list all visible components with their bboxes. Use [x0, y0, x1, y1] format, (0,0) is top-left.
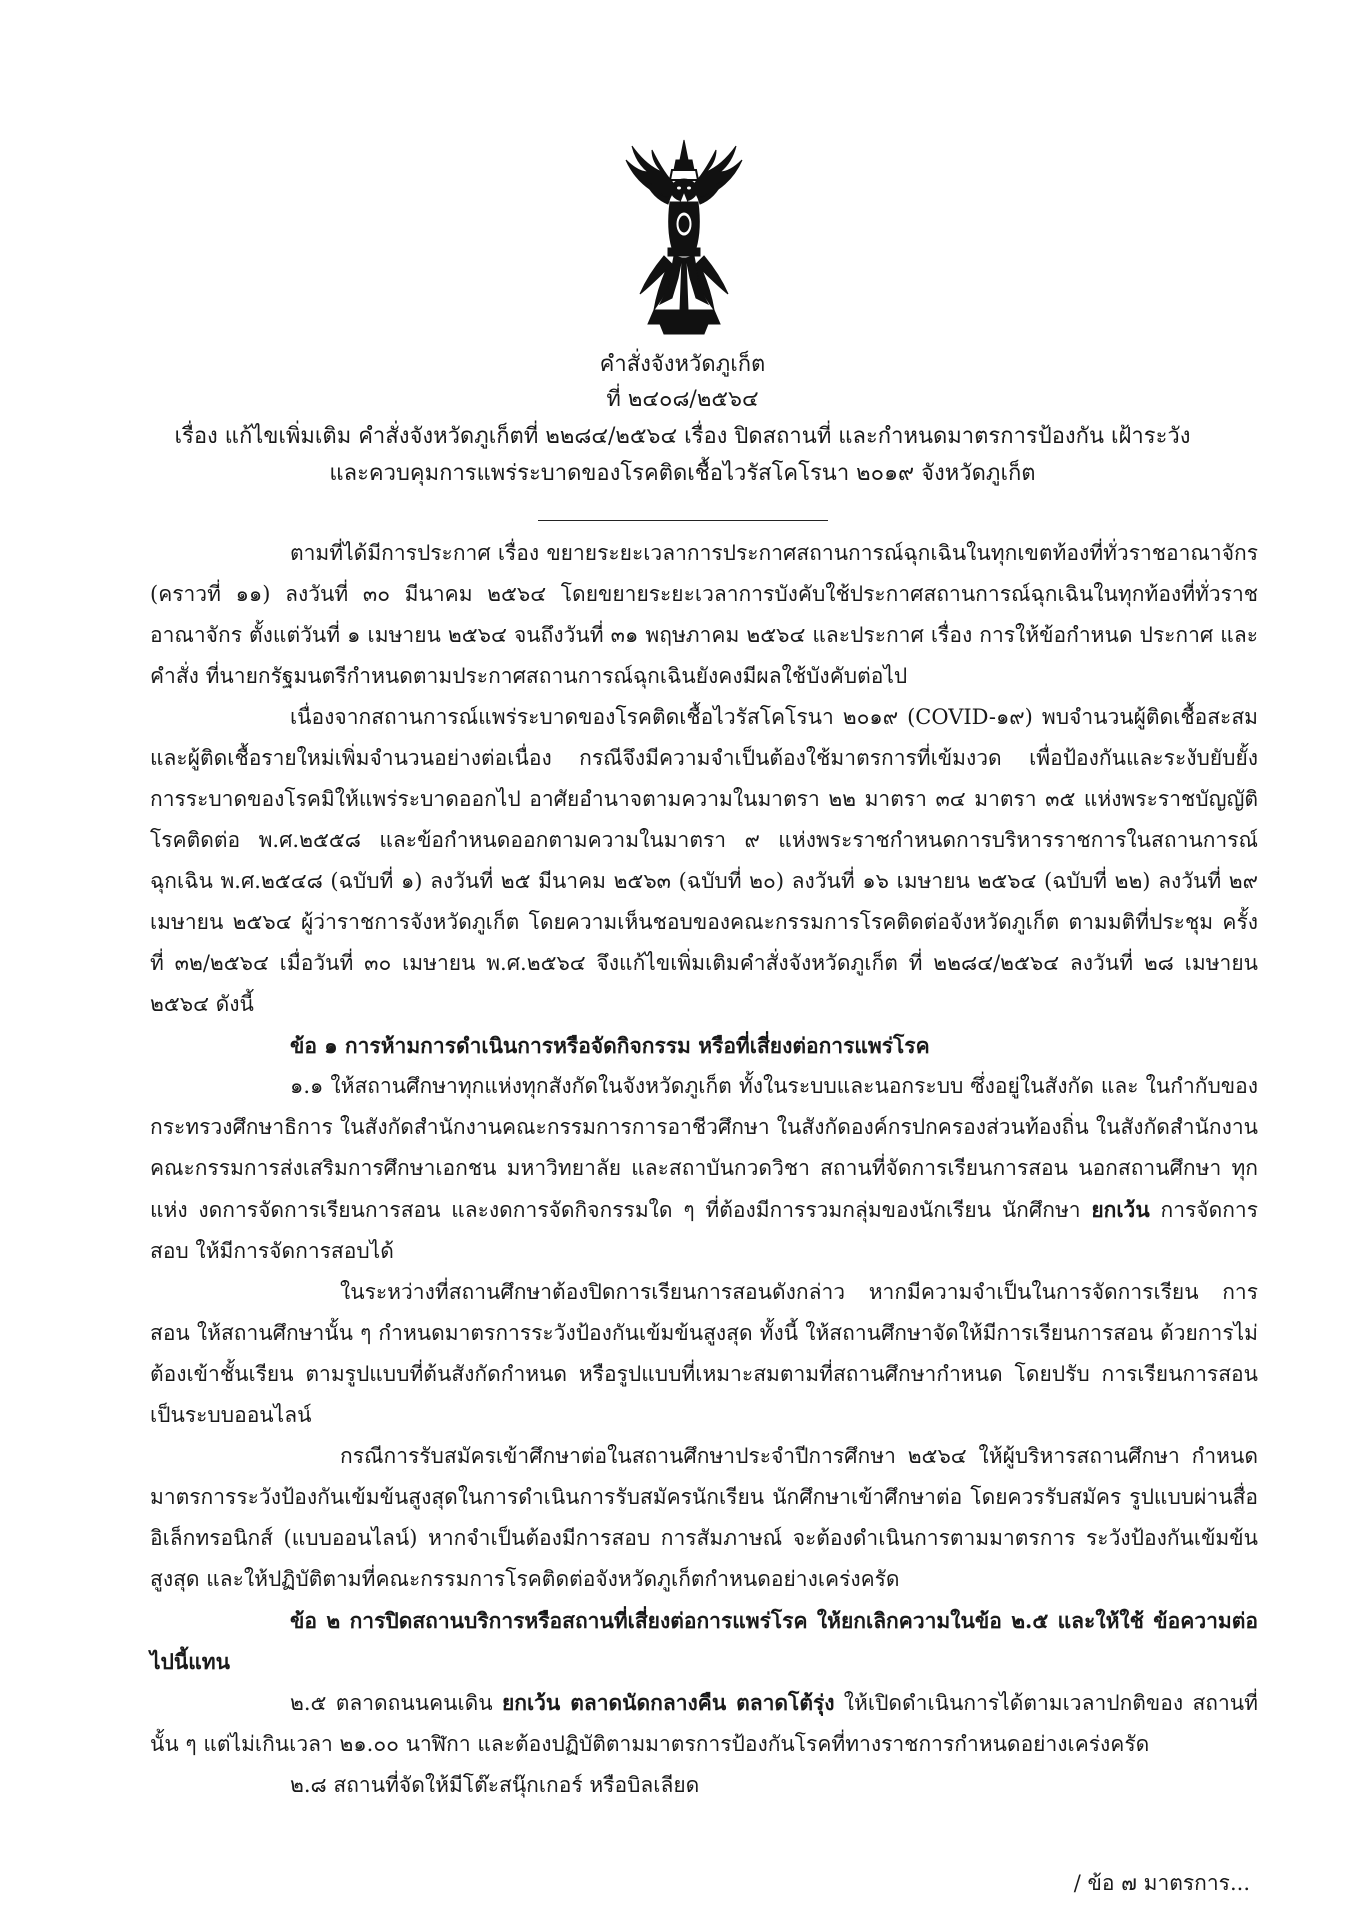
- clause-2-5-tail: ให้เปิดดำเนินการได้ตามเวลาปกติของ สถานที่นั้น ๆ แต่ไม่เกินเวลา ๒๑.๐๐ นาฬิกา และต้องปฏิบัติตามมาตรการป้องกันโรคที่ทางราชการกำหนดอย่างเคร่งครัด: [150, 1691, 1258, 1756]
- page-continuation: / ข้อ ๗ มาตรการ...: [1073, 1871, 1250, 1895]
- order-body: [150, 533, 1258, 1806]
- clause-1-1-text: ๑.๑ ให้สถานศึกษาทุกแห่งทุกสังกัดในจังหวัดภูเก็ต ทั้งในระบบและนอกระบบ ซึ่งอยู่ในสังกัด และ ในกำกับของกระทรวงศึกษาธิการ ในสังกัดสำนักงานคณะกรรมการการอาชีวศึกษา ในสังกัดองค์กรปกครองส่วนท้องถิ่น ในสังกัดสำนักงานคณะกรรมการส่งเสริมการศึกษาเอกชน มหาวิทยาลัย และสถาบันกวดวิชา สถานที่จัดการเรียนการสอน นอกสถานศึกษา ทุกแห่ง งดการจัดการเรียนการสอน และงดการจัดกิจกรรมใด ๆ ที่ต้องมีการรวมกลุ่มของนักเรียน นักศึกษา: [150, 1074, 1258, 1222]
- clause-1-1-exception: ยกเว้น: [1091, 1197, 1150, 1222]
- clause-1-1-tail: การจัดการสอบ ให้มีการจัดการสอบได้: [150, 1198, 1258, 1263]
- paragraph-background: ตามที่ได้มีการประกาศ เรื่อง ขยายระยะเวลาการประกาศสถานการณ์ฉุกเฉินในทุกเขตท้องที่ทั่วราชอาณาจักร (คราวที่ ๑๑) ลงวันที่ ๓๐ มีนาคม ๒๕๖๔ โดยขยายระยะเวลาการบังคับใช้ประกาศสถานการณ์ฉุกเฉินในทุกท้องที่ทั่วราชอาณาจักร ตั้งแต่วันที่ ๑ เมษายน ๒๕๖๔ จนถึงวันที่ ๓๑ พฤษภาคม ๒๕๖๔ และประกาศ เรื่อง การให้ข้อกำหนด ประกาศ และคำสั่ง ที่นายกรัฐมนตรีกำหนดตามประกาศสถานการณ์ฉุกเฉินยังคงมีผลใช้บังคับต่อไป: [150, 541, 1258, 688]
- clause-2-5-lead: ๒.๕ ตลาดถนนคนเดิน: [290, 1691, 493, 1715]
- order-subject-line-2: และควบคุมการแพร่ระบาดของโรคติดเชื้อไวรัสโคโรนา ๒๐๑๙ จังหวัดภูเก็ต: [329, 461, 1036, 486]
- clause-2-8: ๒.๘ สถานที่จัดให้มีโต๊ะสนุ๊กเกอร์ หรือบิลเลียด: [290, 1773, 700, 1797]
- clause-1-heading: ข้อ ๑ การห้ามการดำเนินการหรือจัดกิจกรรม หรือที่เสี่ยงต่อการแพร่โรค: [290, 1033, 930, 1058]
- order-number: ที่ ๒๔๐๘/๒๕๖๔: [606, 387, 759, 412]
- clause-1-1: [150, 1066, 1258, 1272]
- garuda-emblem-icon: [624, 138, 744, 338]
- paragraph-admission: กรณีการรับสมัครเข้าศึกษาต่อในสถานศึกษาประจำปีการศึกษา ๒๕๖๔ ให้ผู้บริหารสถานศึกษา กำหนดมาตรการระวังป้องกันเข้มข้นสูงสุดในการดำเนินการรับสมัครนักเรียน นักศึกษาเข้าศึกษาต่อ โดยควรรับสมัคร รูปแบบผ่านสื่ออิเล็กทรอนิกส์ (แบบออนไลน์) หากจำเป็นต้องมีการสอบ การสัมภาษณ์ จะต้องดำเนินการตามมาตรการ ระวังป้องกันเข้มข้นสูงสุด และให้ปฏิบัติตามที่คณะกรรมการโรคติดต่อจังหวัดภูเก็ตกำหนดอย่างเคร่งครัด: [150, 1444, 1258, 1591]
- clause-2-5-exception: ยกเว้น ตลาดนัดกลางคืน ตลาดโต้รุ่ง: [501, 1690, 835, 1715]
- paragraph-online-teaching: ในระหว่างที่สถานศึกษาต้องปิดการเรียนการสอนดังกล่าว หากมีความจำเป็นในการจัดการเรียน การสอน ให้สถานศึกษานั้น ๆ กำหนดมาตรการระวังป้องกันเข้มข้นสูงสุด ทั้งนี้ ให้สถานศึกษาจัดให้มีการเรียนการสอน ด้วยการไม่ต้องเข้าชั้นเรียน ตามรูปแบบที่ต้นสังกัดกำหนด หรือรูปแบบที่เหมาะสมตามที่สถานศึกษากำหนด โดยปรับ การเรียนการสอนเป็นระบบออนไลน์: [150, 1280, 1258, 1427]
- clause-2-5: [150, 1682, 1258, 1765]
- order-subject-line-1: เรื่อง แก้ไขเพิ่มเติม คำสั่งจังหวัดภูเก็ตที่ ๒๒๘๔/๒๕๖๔ เรื่อง ปิดสถานที่ และกำหนดมาตรการป้องกัน เฝ้าระวัง: [174, 424, 1191, 449]
- order-title: คำสั่งจังหวัดภูเก็ต: [599, 352, 766, 377]
- paragraph-authority: เนื่องจากสถานการณ์แพร่ระบาดของโรคติดเชื้อไวรัสโคโรนา ๒๐๑๙ (COVID-๑๙) พบจำนวนผู้ติดเชื้อสะสม และผู้ติดเชื้อรายใหม่เพิ่มจำนวนอย่างต่อเนื่อง กรณีจึงมีความจำเป็นต้องใช้มาตรการที่เข้มงวด เพื่อป้องกันและระงับยับยั้ง การระบาดของโรคมิให้แพร่ระบาดออกไป อาศัยอำนาจตามความในมาตรา ๒๒ มาตรา ๓๔ มาตรา ๓๕ แห่งพระราชบัญญัติ โรคติดต่อ พ.ศ.๒๕๕๘ และข้อกำหนดออกตามความในมาตรา ๙ แห่งพระราชกำหนดการบริหารราชการในสถานการณ์ ฉุกเฉิน พ.ศ.๒๕๔๘ (ฉบับที่ ๑) ลงวันที่ ๒๕ มีนาคม ๒๕๖๓ (ฉบับที่ ๒๐) ลงวันที่ ๑๖ เมษายน ๒๕๖๔ (ฉบับที่ ๒๒) ลงวันที่ ๒๙ เมษายน ๒๕๖๔ ผู้ว่าราชการจังหวัดภูเก็ต โดยความเห็นชอบของคณะกรรมการโรคติดต่อจังหวัดภูเก็ต ตามมติที่ประชุม ครั้งที่ ๓๒/๒๕๖๔ เมื่อวันที่ ๓๐ เมษายน พ.ศ.๒๕๖๔ จึงแก้ไขเพิ่มเติมคำสั่งจังหวัดภูเก็ต ที่ ๒๒๘๔/๒๕๖๔ ลงวันที่ ๒๘ เมษายน ๒๕๖๔ ดังนี้: [150, 705, 1258, 1016]
- clause-2-heading: ข้อ ๒ การปิดสถานบริการหรือสถานที่เสี่ยงต่อการแพร่โรค ให้ยกเลิกความในข้อ ๒.๕ และให้ใช้ ข้อความต่อไปนี้แทน: [150, 1608, 1258, 1674]
- header-divider: [538, 520, 828, 521]
